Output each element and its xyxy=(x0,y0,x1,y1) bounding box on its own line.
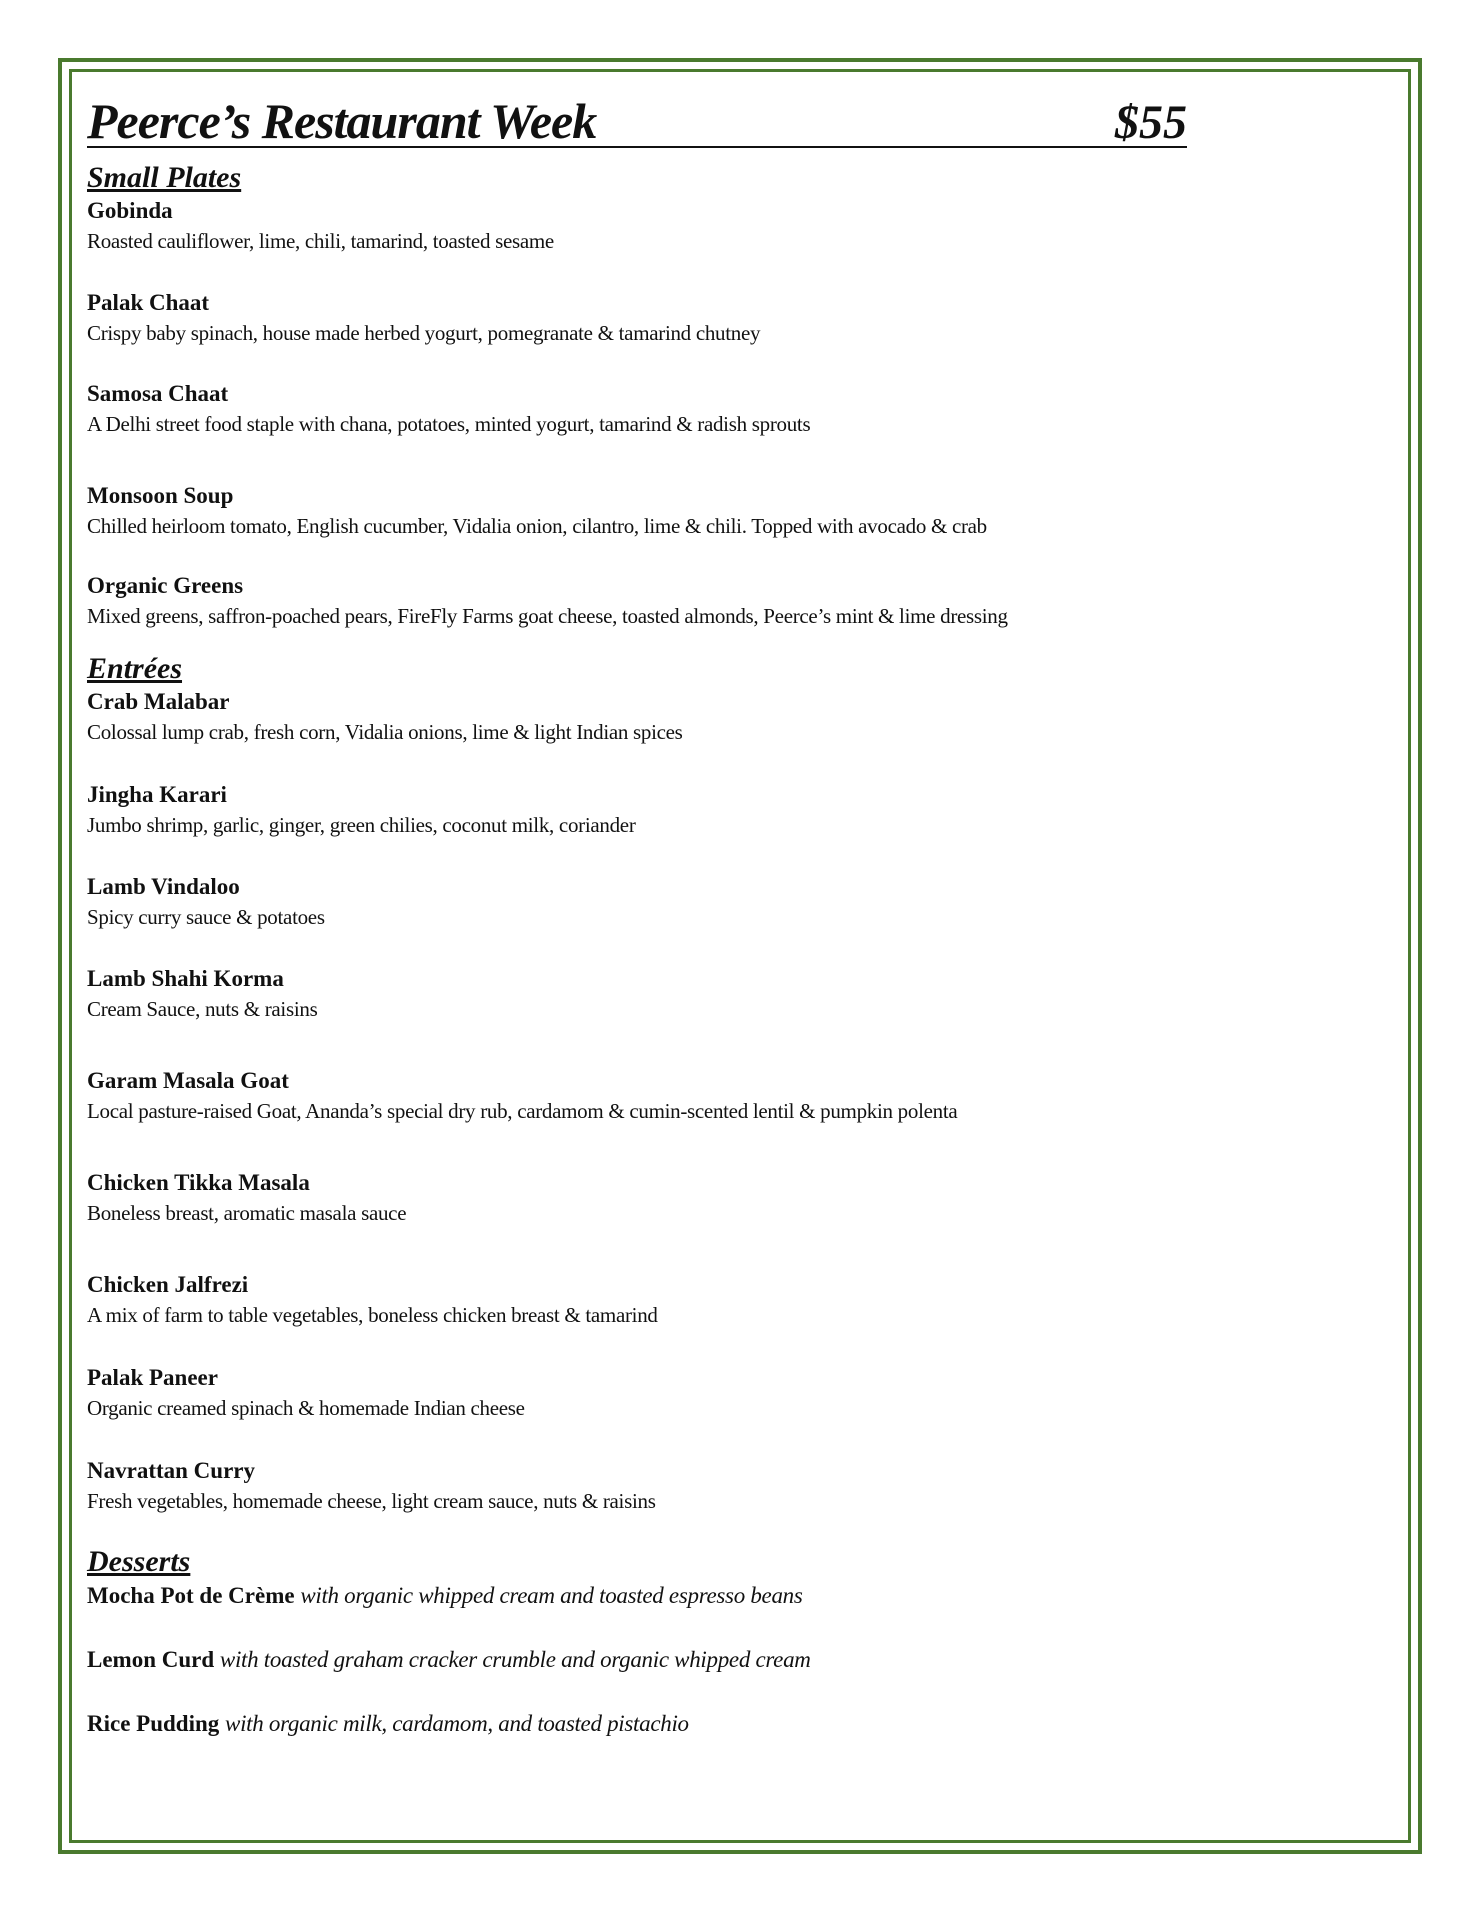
menu-content xyxy=(87,92,1387,1740)
menu-item xyxy=(87,288,1387,348)
item-description: Mixed greens, saffron-poached pears, FireFly Farms goat cheese, toasted almonds, Peerce’s mint & lime dressing xyxy=(87,604,1008,628)
item-name: Chicken Jalfrezi xyxy=(87,1272,249,1297)
menu-item xyxy=(87,1066,1387,1126)
item-name: Lamb Shahi Korma xyxy=(87,966,284,991)
item-name: Jingha Karari xyxy=(87,782,227,807)
item-name: Navrattan Curry xyxy=(87,1458,255,1483)
item-description: Organic creamed spinach & homemade Indian cheese xyxy=(87,1396,525,1420)
menu-price: $55 xyxy=(1115,96,1187,149)
menu-item xyxy=(87,196,1387,256)
item-name: Palak Chaat xyxy=(87,290,210,315)
dessert-item xyxy=(87,1644,1387,1676)
dessert-item xyxy=(87,1580,1387,1612)
menu-title: Peerce’s Restaurant Week xyxy=(87,93,597,149)
menu-item xyxy=(87,481,1387,541)
menu-item xyxy=(87,571,1387,631)
dessert-description: with organic milk, cardamom, and toasted pistachio xyxy=(225,1711,689,1736)
menu-header xyxy=(87,92,1187,148)
item-name: Samosa Chaat xyxy=(87,381,229,406)
dessert-item xyxy=(87,1708,1387,1740)
dessert-description: with organic whipped cream and toasted espresso beans xyxy=(300,1583,803,1608)
dessert-name: Rice Pudding xyxy=(87,1711,220,1736)
item-name: Palak Paneer xyxy=(87,1365,218,1390)
item-description: Chilled heirloom tomato, English cucumber, Vidalia onion, cilantro, lime & chili. Topped with avocado & crab xyxy=(87,514,987,538)
item-name: Monsoon Soup xyxy=(87,483,234,508)
item-description: Boneless breast, aromatic masala sauce xyxy=(87,1201,407,1225)
item-description: Crispy baby spinach, house made herbed yogurt, pomegranate & tamarind chutney xyxy=(87,321,761,345)
dessert-name: Lemon Curd xyxy=(87,1647,215,1672)
item-description: Cream Sauce, nuts & raisins xyxy=(87,997,318,1021)
section-title-desserts: Desserts xyxy=(87,1545,191,1578)
item-description: A mix of farm to table vegetables, boneless chicken breast & tamarind xyxy=(87,1303,658,1327)
item-description: Colossal lump crab, fresh corn, Vidalia onions, lime & light Indian spices xyxy=(87,720,683,744)
section-title-small-plates: Small Plates xyxy=(87,161,242,194)
menu-item xyxy=(87,780,1387,840)
item-name: Garam Masala Goat xyxy=(87,1068,289,1093)
item-description: A Delhi street food staple with chana, potatoes, minted yogurt, tamarind & radish sprouts xyxy=(87,412,811,436)
item-name: Lamb Vindaloo xyxy=(87,874,240,899)
item-name: Chicken Tikka Masala xyxy=(87,1170,310,1195)
dessert-name: Mocha Pot de Crème xyxy=(87,1583,295,1608)
menu-item xyxy=(87,872,1387,932)
item-description: Jumbo shrimp, garlic, ginger, green chilies, coconut milk, coriander xyxy=(87,813,636,837)
item-name: Gobinda xyxy=(87,198,173,223)
menu-item xyxy=(87,1363,1387,1423)
menu-item xyxy=(87,379,1387,439)
menu-item xyxy=(87,964,1387,1024)
item-description: Roasted cauliflower, lime, chili, tamarind, toasted sesame xyxy=(87,229,554,253)
item-name: Crab Malabar xyxy=(87,689,230,714)
menu-item xyxy=(87,687,1387,747)
menu-item xyxy=(87,1270,1387,1330)
item-name: Organic Greens xyxy=(87,573,244,598)
dessert-description: with toasted graham cracker crumble and organic whipped cream xyxy=(219,1647,811,1672)
item-description: Fresh vegetables, homemade cheese, light cream sauce, nuts & raisins xyxy=(87,1489,656,1513)
section-title-entrees: Entrées xyxy=(87,652,183,685)
menu-item xyxy=(87,1456,1387,1516)
item-description: Spicy curry sauce & potatoes xyxy=(87,905,325,929)
menu-item xyxy=(87,1168,1387,1228)
item-description: Local pasture-raised Goat, Ananda’s special dry rub, cardamom & cumin-scented lentil & pumpkin polenta xyxy=(87,1099,958,1123)
